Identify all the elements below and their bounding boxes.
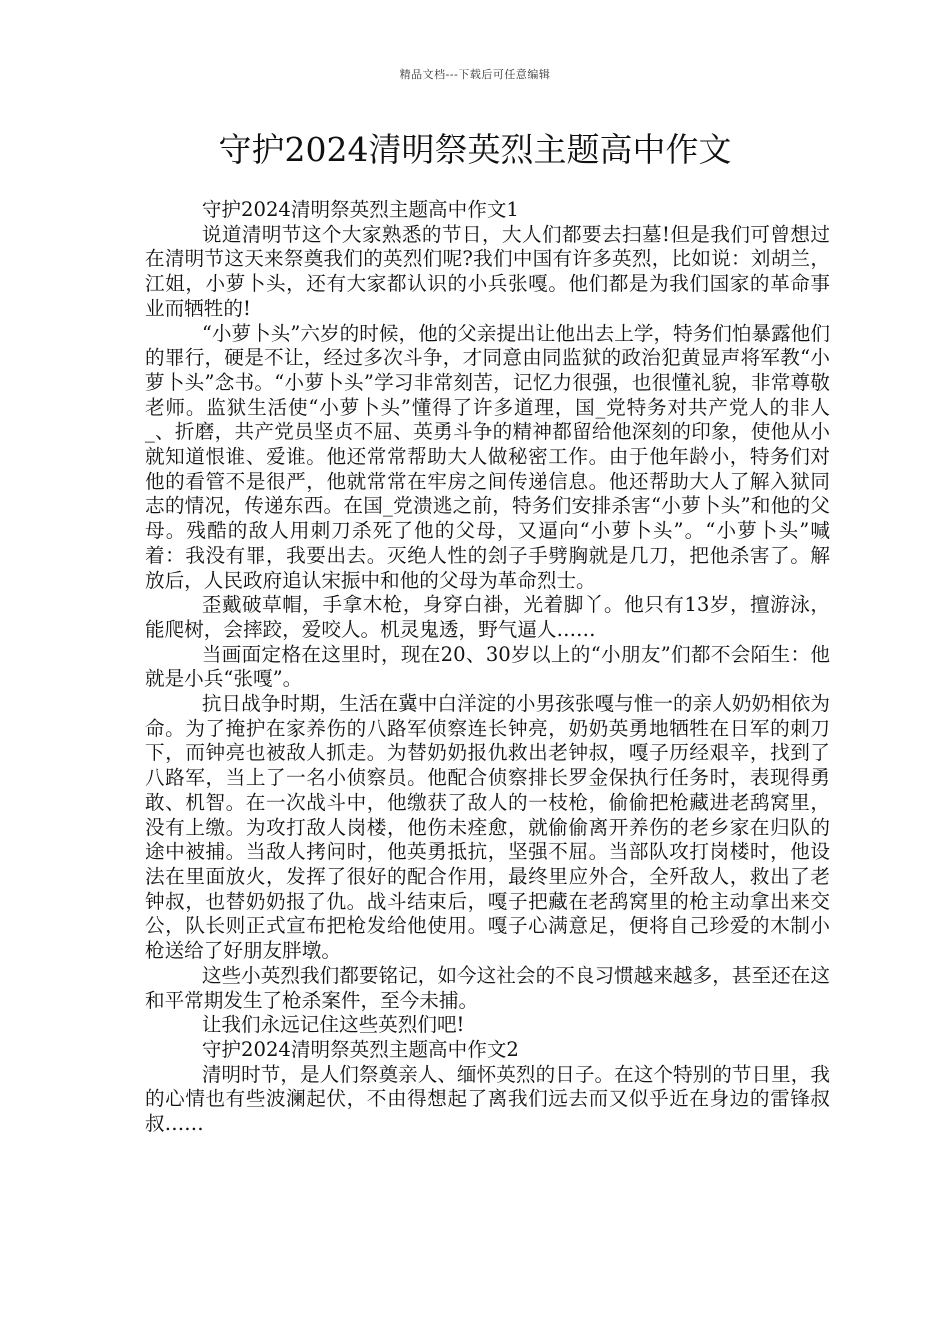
paragraph: 说道清明节这个大家熟悉的节日，大人们都要去扫墓!但是我们可曾想过在清明节这天来祭奠我们的英烈们呢?我们中国有许多英烈，比如说：刘胡兰，江姐，小萝卜头，还有大家都认识的小兵张嘎。他们都是为我们国家的革命事业而牺牲的! [145, 222, 830, 320]
paragraph: 抗日战争时期，生活在冀中白洋淀的小男孩张嘎与惟一的亲人奶奶相依为命。为了掩护在家养伤的八路军侦察连长钟亮，奶奶英勇地牺牲在日军的刺刀下，而钟亮也被敌人抓走。为替奶奶报仇救出老钟叔，嘎子历经艰辛，找到了八路军，当上了一名小侦察员。他配合侦察排长罗金保执行任务时，表现得勇敢、机智。在一次战斗中，他缴获了敌人的一枝枪，偷偷把枪藏进老鸹窝里，没有上缴。为攻打敌人岗楼，他伤未痊愈，就偷偷离开养伤的老乡家在归队的途中被捕。当敌人拷问时，他英勇抵抗，坚强不屈。当部队攻打岗楼时，他设法在里面放火，发挥了很好的配合作用，最终里应外合，全歼敌人，救出了老钟叔，也替奶奶报了仇。战斗结束后，嘎子把藏在老鸹窝里的枪主动拿出来交公，队长则正式宣布把枪发给他使用。嘎子心满意足，便将自己珍爱的木制小枪送给了好朋友胖墩。 [145, 692, 830, 963]
document-title: 守护2024清明祭英烈主题高中作文 [218, 130, 732, 169]
paragraph: 当画面定格在这里时，现在20、30岁以上的“小朋友”们都不会陌生：他就是小兵“张嘎”。 [145, 642, 830, 691]
paragraph: 清明时节，是人们祭奠亲人、缅怀英烈的日子。在这个特别的节日里，我的心情也有些波澜起伏，不由得想起了离我们远去而又似乎近在身边的雷锋叔叔…… [145, 1062, 830, 1136]
paragraph: 这些小英烈我们都要铭记，如今这社会的不良习惯越来越多，甚至还在这和平常期发生了枪杀案件，至今未捕。 [145, 963, 830, 1012]
paragraph: 歪戴破草帽，手拿木枪，身穿白褂，光着脚丫。他只有13岁，擅游泳，能爬树，会摔跤，爱咬人。机灵鬼透，野气逼人…… [145, 593, 830, 641]
header-note: 精品文档---下载后可任意编辑 [399, 68, 551, 81]
paragraph: “小萝卜头”六岁的时候，他的父亲提出让他出去上学，特务们怕暴露他们的罪行，硬是不让，经过多次斗争，才同意由同监狱的政治犯黄显声将军教“小萝卜头”念书。“小萝卜头”学习非常刻苦，记忆力很强，也很懂礼貌，非常尊敬老师。监狱生活使“小萝卜头”懂得了许多道理，国_党特务对共产党人的非人_、折磨，共产党员坚贞不屈、英勇斗争的精神都留给他深刻的印象，使他从小就知道恨谁、爱谁。他还常常帮助大人做秘密工作。由于他年龄小，特务们对他的看管不是很严，他就常常在牢房之间传递信息。他还帮助大人了解入狱同志的情况，传递东西。在国_党溃逃之前，特务们安排杀害“小萝卜头”和他的父母。残酷的敌人用刺刀杀死了他的父母，又逼向“小萝卜头”。“小萝卜头”喊着：我没有罪，我要出去。灭绝人性的刽子手劈胸就是几刀，把他杀害了。解放后，人民政府追认宋振中和他的父母为革命烈士。 [145, 321, 830, 592]
paragraph: 让我们永远记住这些英烈们吧! [201, 1013, 465, 1037]
section-heading-1: 守护2024清明祭英烈主题高中作文1 [201, 198, 519, 221]
section-heading-2: 守护2024清明祭英烈主题高中作文2 [201, 1037, 519, 1061]
document-body [145, 198, 830, 1137]
